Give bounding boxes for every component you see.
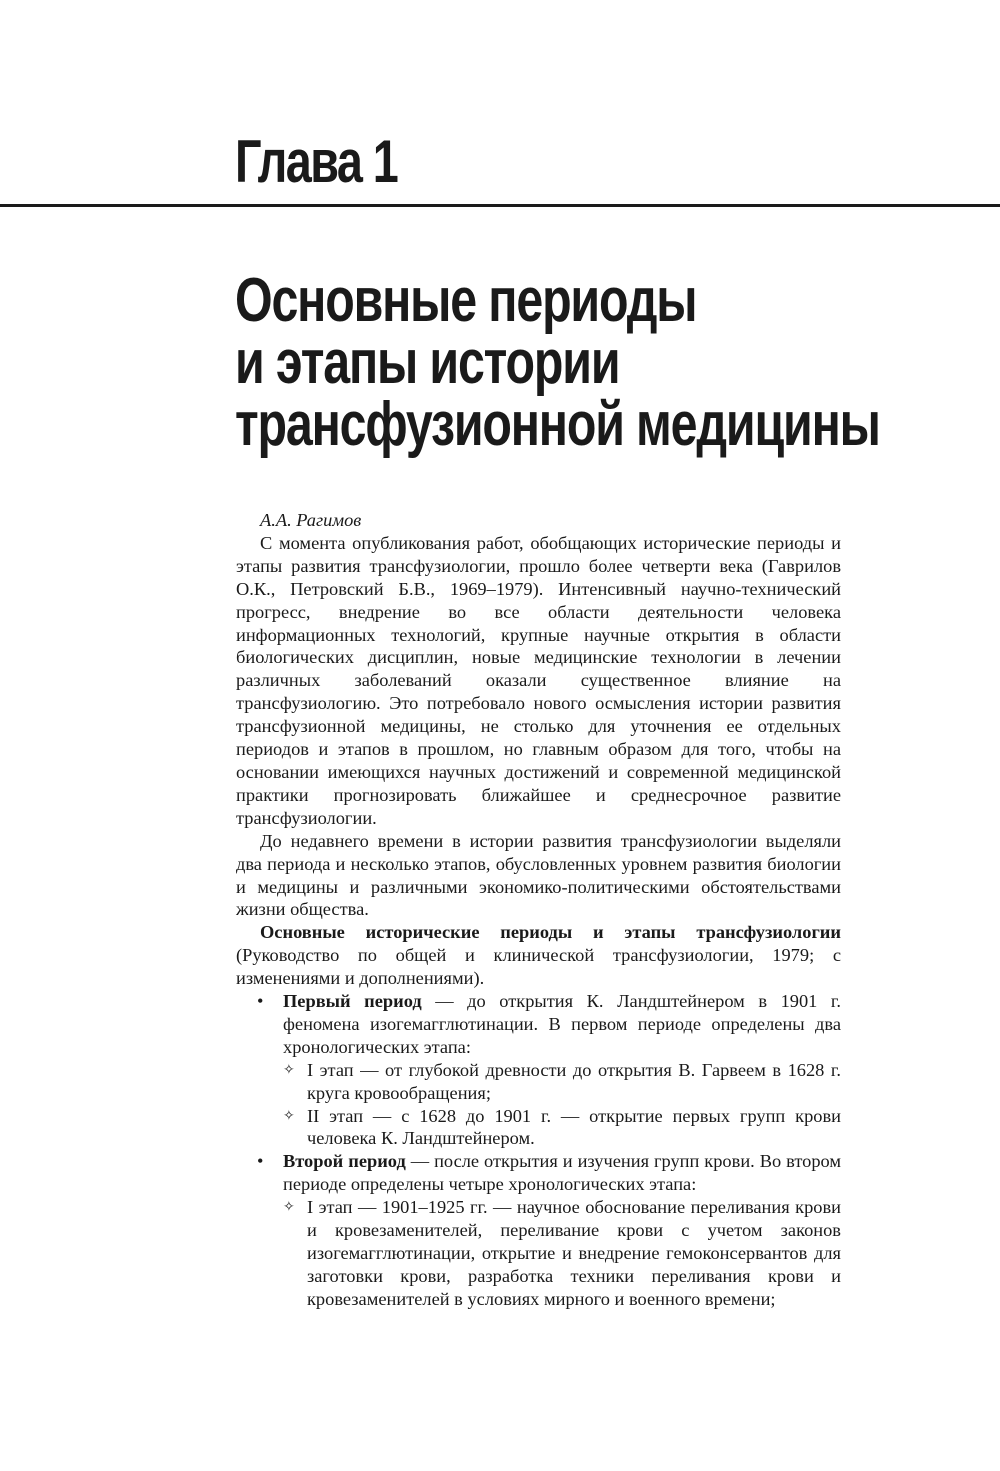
list-item-stage xyxy=(283,1059,841,1105)
chapter-title-line: и этапы истории xyxy=(235,328,620,397)
stage-text: II этап — с 1628 до 1901 г. — открытие первых групп крови человека К. Ландштейнером. xyxy=(307,1105,841,1149)
period-description: — после открытия и изучения групп крови. Во втором периоде определены четыре хронологических этапа: xyxy=(283,1151,842,1195)
list-item-stage xyxy=(283,1105,841,1151)
bullet-icon: • xyxy=(257,1151,264,1172)
period-text xyxy=(283,990,841,1059)
chapter-body xyxy=(236,509,841,1311)
diamond-bullet-icon: ✧ xyxy=(283,1107,295,1124)
body-paragraph: До недавнего времени в истории развития трансфузиологии выделяли два периода и несколько этапов, обусловленных уровнем развития биологии и медицины и различными экономико-политическими обстоятельствами жизни общества. xyxy=(236,830,841,920)
body-paragraph xyxy=(236,921,841,990)
chapter-title-line: Основные периоды xyxy=(235,266,697,335)
stage-text: I этап — 1901–1925 гг. — научное обоснование переливания крови и кровезаменителей, переливание крови с учетом законов изогемагглютинации, открытие и внедрение гемоконсервантов для заготовки крови, разработка техники переливания крови и кровезаменителей в условиях мирного и военного времени; xyxy=(307,1197,841,1309)
bold-heading-text: Основные исторические периоды и этапы трансфузиологии xyxy=(260,922,841,943)
stage-text: I этап — от глубокой древности до открытия В. Гарвеем в 1628 г. круга кровообращения; xyxy=(307,1059,841,1103)
period-title: Второй период xyxy=(283,1151,406,1172)
chapter-label: Глава 1 xyxy=(235,128,398,195)
diamond-bullet-icon: ✧ xyxy=(283,1199,295,1216)
body-paragraph: С момента опубликования работ, обобщающих исторические периоды и этапы развития трансфузиологии, прошло более четверти века (Гаврилов О.К., Петровский Б.В., 1969–1979). Интенсивный научно-технический прогресс, внедрение во все области деятельности человека информационных технологий, крупные научные открытия в области биологических дисциплин, новые медицинские технологии в лечении различных заболеваний оказали существенное влияние на трансфузиологию. Это потребовало нового осмысления истории развития трансфузионной медицины, не столько для уточнения ее отдельных периодов и этапов в прошлом, но главным образом для того, чтобы на основании имеющихся научных достижений и современной медицинской практики прогнозировать ближайшее и среднесрочное развитие трансфузиологии. xyxy=(236,532,841,828)
list-item-stage xyxy=(283,1196,841,1311)
list-item-period xyxy=(257,1150,842,1310)
stages-list xyxy=(283,1059,841,1151)
diamond-bullet-icon: ✧ xyxy=(283,1061,295,1078)
chapter-divider xyxy=(0,204,1000,207)
list-item-period xyxy=(257,990,841,1150)
period-description: — до открытия К. Ландштейнером в 1901 г. феномена изогемагглютинации. В первом периоде определены два хронологических этапа: xyxy=(283,991,841,1057)
author-name: А.А. Рагимов xyxy=(260,510,362,530)
chapter-title xyxy=(235,266,880,459)
bullet-icon: • xyxy=(257,991,264,1012)
stages-list xyxy=(283,1196,841,1311)
paragraph-text: (Руководство по общей и клинической трансфузиологии, 1979; с изменениями и дополнениями). xyxy=(236,945,841,989)
periods-list xyxy=(236,990,841,1311)
chapter-title-line: трансфузионной медицины xyxy=(235,390,880,459)
period-text xyxy=(283,1150,841,1196)
period-title: Первый период xyxy=(283,991,422,1012)
